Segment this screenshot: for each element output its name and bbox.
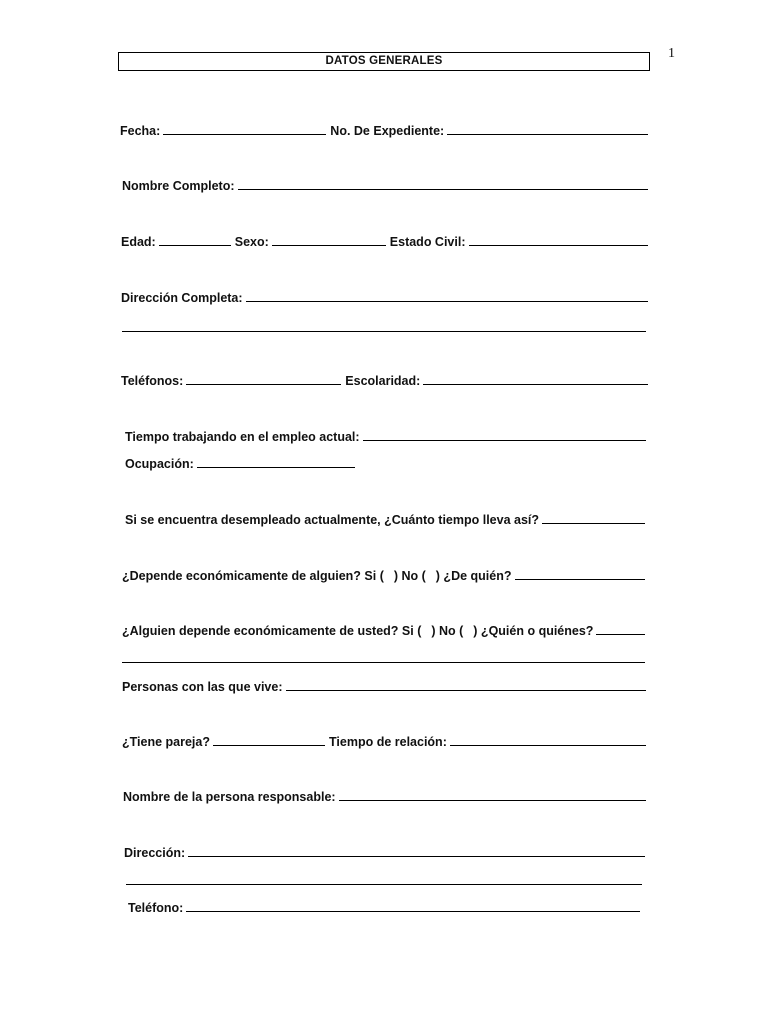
edad-field[interactable] [159, 231, 231, 246]
personas-vive-field[interactable] [286, 676, 647, 691]
telefono-label: Teléfono: [128, 901, 184, 915]
tiempo-empleo-label: Tiempo trabajando en el empleo actual: [125, 430, 360, 444]
row-tiempo-empleo [125, 426, 646, 444]
edad-label: Edad: [121, 235, 156, 249]
telefonos-label: Teléfonos: [121, 374, 184, 388]
ocupacion-field[interactable] [197, 453, 355, 468]
direccion-completa-field[interactable] [246, 287, 648, 302]
telefonos-field[interactable] [186, 370, 341, 385]
tiempo-relacion-field[interactable] [450, 731, 646, 746]
row-personas-vive [122, 676, 646, 694]
row-fecha-expediente [120, 120, 648, 138]
page-title: DATOS GENERALES [118, 52, 650, 71]
row-edad-sexo-civil [121, 231, 648, 249]
personas-vive-label: Personas con las que vive: [122, 680, 283, 694]
depende-quien-label: ) ¿De quién? [435, 569, 512, 583]
escolaridad-field[interactable] [423, 370, 648, 385]
tiempo-relacion-label: Tiempo de relación: [329, 735, 447, 749]
alguien-depende-quien-label: ) ¿Quién o quiénes? [473, 624, 594, 638]
estado-civil-field[interactable] [469, 231, 649, 246]
row-alguien-depende [122, 620, 645, 638]
telefono-field[interactable] [186, 897, 640, 912]
sexo-label: Sexo: [234, 235, 269, 249]
row-responsable [123, 786, 646, 804]
depende-quien-field[interactable] [515, 565, 646, 580]
escolaridad-label: Escolaridad: [345, 374, 421, 388]
row-depende [122, 565, 645, 583]
nombre-label: Nombre Completo: [122, 179, 235, 193]
fecha-label: Fecha: [120, 124, 161, 138]
responsable-label: Nombre de la persona responsable: [123, 790, 336, 804]
desempleado-field[interactable] [542, 509, 645, 524]
tiene-pareja-label: ¿Tiene pareja? [122, 735, 210, 749]
row-direccion-completa [121, 287, 648, 305]
direccion-label: Dirección: [124, 846, 186, 860]
ocupacion-label: Ocupación: [125, 457, 194, 471]
direccion-field[interactable] [188, 842, 645, 857]
alguien-depende-quien-field[interactable] [596, 620, 645, 635]
row-telefonos-escolaridad [121, 370, 648, 388]
direccion-completa-label: Dirección Completa: [121, 291, 243, 305]
alguien-depende-no-label: ) No ( [431, 624, 464, 638]
direccion-completa-field-line2[interactable] [122, 331, 646, 332]
alguien-depende-question: ¿Alguien depende económicamente de usted? Si ( [122, 624, 422, 638]
tiempo-empleo-field[interactable] [363, 426, 646, 441]
depende-no-label: ) No ( [393, 569, 426, 583]
sexo-field[interactable] [272, 231, 386, 246]
direccion-field-line2[interactable] [126, 884, 642, 885]
row-nombre [122, 175, 648, 193]
alguien-depende-field-line2[interactable] [122, 662, 645, 663]
desempleado-label: Si se encuentra desempleado actualmente, ¿Cuánto tiempo lleva así? [125, 513, 540, 527]
fecha-field[interactable] [163, 120, 326, 135]
expediente-field[interactable] [447, 120, 648, 135]
depende-question: ¿Depende económicamente de alguien? Si ( [122, 569, 384, 583]
nombre-field[interactable] [238, 175, 649, 190]
row-telefono [128, 897, 640, 915]
estado-civil-label: Estado Civil: [389, 235, 466, 249]
expediente-label: No. De Expediente: [330, 124, 445, 138]
row-desempleado [125, 509, 645, 527]
row-pareja [122, 731, 646, 749]
responsable-field[interactable] [339, 786, 646, 801]
tiene-pareja-field[interactable] [213, 731, 325, 746]
row-ocupacion [125, 453, 355, 471]
row-direccion [124, 842, 645, 860]
page-number: 1 [668, 46, 675, 61]
